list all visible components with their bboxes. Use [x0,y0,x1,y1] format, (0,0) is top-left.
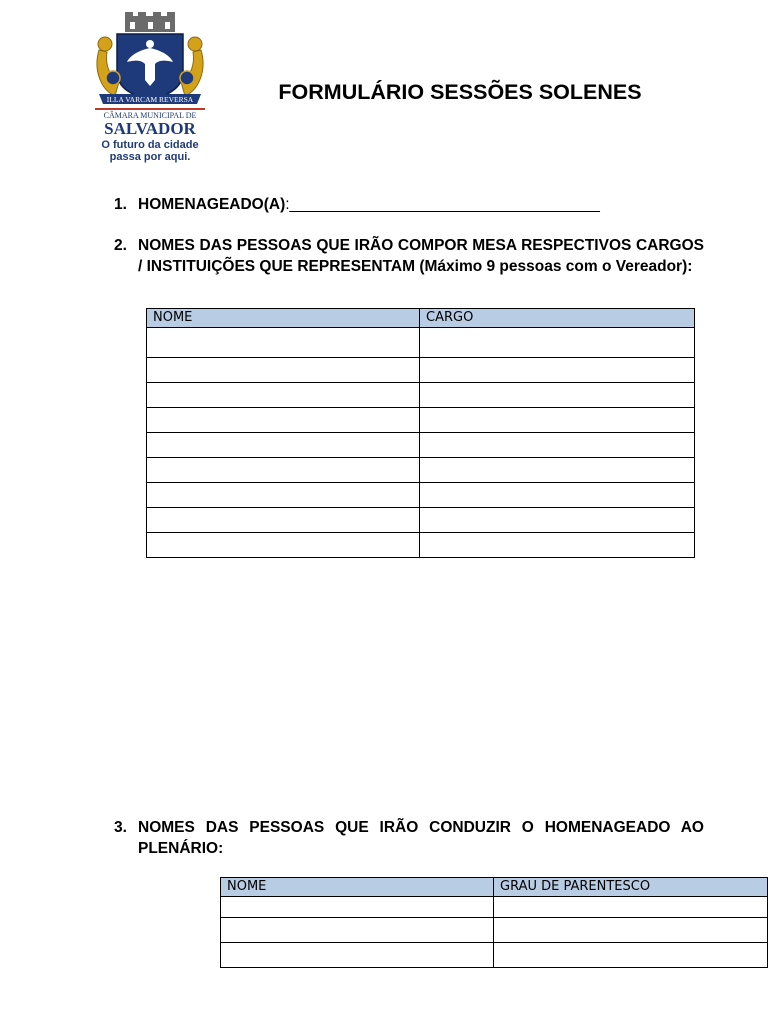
table-cell-nome[interactable] [221,943,494,968]
table-cell-cargo[interactable] [420,433,695,458]
table-cell-cargo[interactable] [420,358,695,383]
camara-salvador-logo [93,10,207,166]
table-cell-cargo[interactable] [420,328,695,358]
table-row [147,408,695,433]
conduzir-table [220,877,768,968]
table-cell-nome[interactable] [147,408,420,433]
table-header-row [221,878,768,897]
table-row [221,897,768,918]
table-cell-cargo[interactable] [420,483,695,508]
honoree-blank-line[interactable]: :____________________________________ [285,196,600,213]
table-cell-nome[interactable] [147,458,420,483]
question-3-text: NOMES DAS PESSOAS QUE IRÃO CONDUZIR O HOMENAGEADO AO PLENÁRIO: [138,819,704,857]
table-row [221,918,768,943]
table-cell-nome[interactable] [147,533,420,558]
logo-line2: SALVADOR [104,119,196,138]
question-number: 2. [114,237,127,254]
table-cell-nome[interactable] [147,483,420,508]
table-cell-cargo[interactable] [420,408,695,433]
column-header-cargo: CARGO [420,309,695,328]
table-cell-cargo[interactable] [420,383,695,408]
column-header-nome: NOME [147,309,420,328]
column-header-nome: NOME [221,878,494,897]
table-row [147,483,695,508]
table-cell-nome[interactable] [147,328,420,358]
table-row [147,358,695,383]
question-number: 1. [114,196,127,213]
table-cell-nome[interactable] [147,383,420,408]
table-cell-grau[interactable] [494,918,768,943]
page-title: FORMULÁRIO SESSÕES SOLENES [278,80,642,104]
table-cell-nome[interactable] [221,918,494,943]
table-row [147,508,695,533]
table-cell-grau[interactable] [494,943,768,968]
table-row [147,328,695,358]
table-cell-cargo[interactable] [420,533,695,558]
table-cell-cargo[interactable] [420,508,695,533]
question-1-text [138,194,600,215]
logo-tagline1: O futuro da cidade [101,139,199,151]
table-cell-nome[interactable] [221,897,494,918]
table-cell-nome[interactable] [147,358,420,383]
table-row [147,458,695,483]
question-number: 3. [114,819,127,836]
column-header-grau-parentesco: GRAU DE PARENTESCO [494,878,768,897]
question-2-text: NOMES DAS PESSOAS QUE IRÃO COMPOR MESA RESPECTIVOS CARGOS / INSTITUIÇÕES QUE REPRESENTAM (Máximo 9 pessoas com o Vereador): [138,237,704,275]
mesa-table [146,308,695,558]
honoree-label: HOMENAGEADO(A) [138,196,286,213]
table-header-row [147,309,695,328]
table-row [221,943,768,968]
table-cell-grau[interactable] [494,897,768,918]
table-row [147,383,695,408]
table-row [147,433,695,458]
coat-of-arms-icon [93,10,207,166]
logo-line1: CÂMARA MUNICIPAL DE [103,111,197,120]
table-cell-nome[interactable] [147,433,420,458]
logo-tagline2: passa por aqui. [109,151,191,163]
table-row [147,533,695,558]
logo-motto: ILLA VARCAM REVERSA [106,95,194,104]
table-cell-nome[interactable] [147,508,420,533]
table-cell-cargo[interactable] [420,458,695,483]
